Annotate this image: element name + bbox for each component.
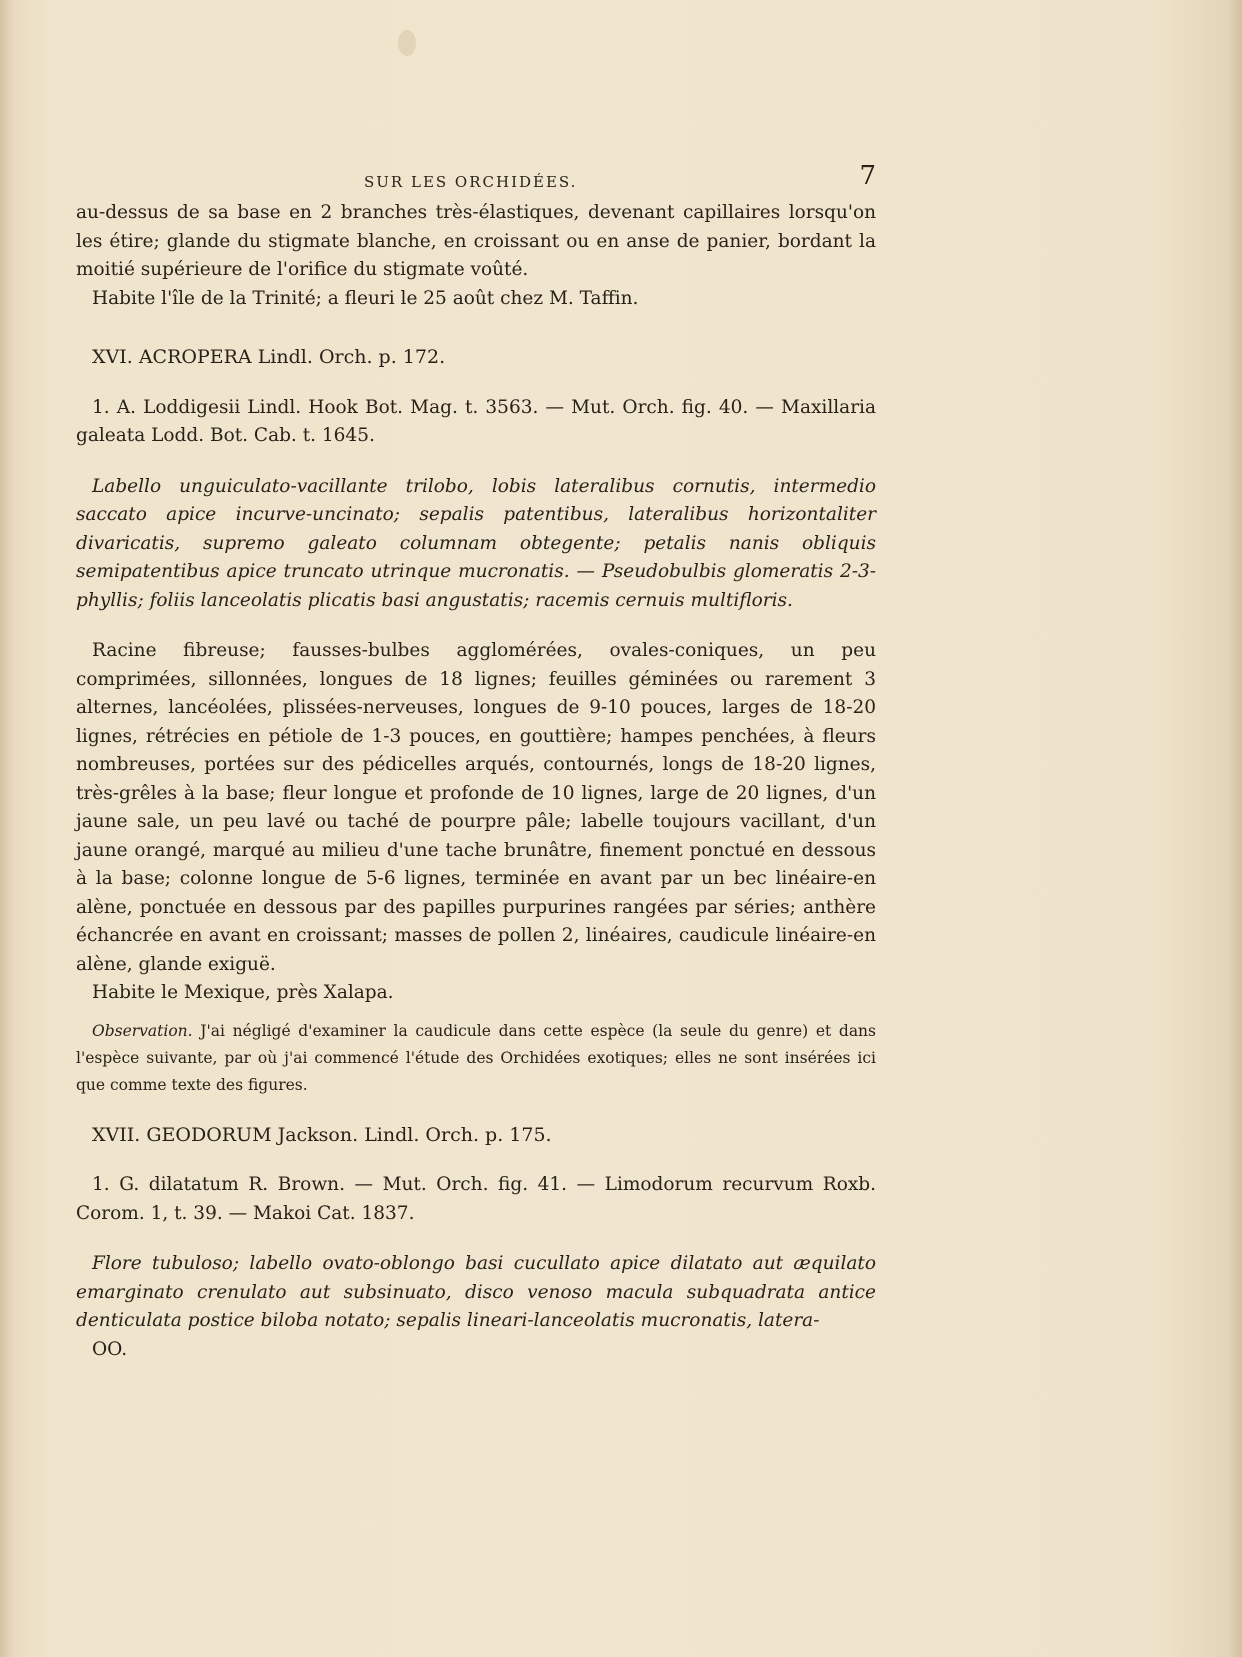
description-acropera: Racine fibreuse; fausses-bulbes agglomérées, ovales-coniques, un peu comprimées, sillonnées, longues de 18 lignes; feuilles géminées ou rarement 3 alternes, lancéolées, plissées-nerveuses, longues de 9-10 pouces, larges de 18-20 lignes, rétrécies en pétiole de 1-3 pouces, en gouttière; hampes penchées, à fleurs nombreuses, portées sur des pédicelles arqués, contournés, longs de 18-20 lignes, très-grêles à la base; fleur longue et profonde de 10 lignes, large de 20 lignes, d'un jaune sale, un peu lavé ou taché de pourpre pâle; labelle toujours vacillant, d'un jaune orangé, marqué au milieu d'une tache brunâtre, finement ponctué en dessous à la base; colonne longue de 5-6 lignes, terminée en avant par un bec linéaire-en alène, ponctuée en dessous par des papilles purpurines rangées par séries; anthère échancrée en avant en croissant; masses de pollen 2, linéaires, caudicule linéaire-en alène, glande exiguë. [76, 640, 876, 975]
page-edge-right [1228, 0, 1242, 1657]
text-block [76, 161, 876, 1364]
genus-heading-geodorum: XVII. GEODORUM Jackson. Lindl. Orch. p. 175. [92, 1123, 552, 1146]
observation-lead: Observation. [92, 1021, 193, 1040]
running-title: SUR LES ORCHIDÉES. [364, 173, 578, 191]
observation-text: J'ai négligé d'examiner la caudicule dans cette espèce (la seule du genre) et dans l'espèce suivante, par où j'ai commencé l'étude des Orchidées exotiques; elles ne sont insérées ici que comme texte des figures. [76, 1021, 876, 1094]
latin-diagnosis-geodorum: Flore tubuloso; labello ovato-oblongo basi cucullato apice dilatato aut æquilato emarginato crenulato aut subsinuato, disco venoso macula subquadrata antice denticulata postice biloba notato; sepalis lineari-lanceolatis mucronatis, latera- [76, 1253, 876, 1331]
paper-stain [398, 30, 416, 56]
species-entry-loddigesii: 1. A. Loddigesii Lindl. Hook Bot. Mag. t. 3563. — Mut. Orch. fig. 40. — Maxillaria galeata Lodd. Bot. Cab. t. 1645. [76, 396, 876, 446]
page-number: 7 [859, 161, 876, 191]
latin-diagnosis-acropera: Labello unguiculato-vacillante trilobo, lobis lateralibus cornutis, intermedio saccato apice incurve-uncinato; sepalis patentibus, lateralibus horizontaliter divaricatis, supremo galeato columnam obtegente; petalis nanis obliquis semipatentibus apice truncato utrinque mucronatis. — Pseudobulbis glomeratis 2-3-phyllis; foliis lanceolatis plicatis basi angustatis; racemis cernuis multifloris. [76, 475, 876, 611]
signature-mark: OO. [92, 1338, 128, 1360]
paragraph-continuation: au-dessus de sa base en 2 branches très-élastiques, devenant capillaires lorsqu'on les étire; glande du stigmate blanche, en croissant ou en anse de panier, bordant la moitié supérieure de l'orifice du stigmate voûté. [76, 202, 876, 280]
habitat-mexico: Habite le Mexique, près Xalapa. [92, 982, 394, 1003]
species-entry-dilatatum: 1. G. dilatatum R. Brown. — Mut. Orch. fig. 41. — Limodorum recurvum Roxb. Corom. 1, t. 39. — Makoi Cat. 1837. [76, 1174, 876, 1224]
habitat-trinidad: Habite l'île de la Trinité; a fleuri le 25 août chez M. Taffin. [92, 287, 639, 309]
genus-heading-acropera: XVI. ACROPERA Lindl. Orch. p. 172. [92, 346, 446, 368]
page-edge-left [0, 0, 14, 1657]
running-head [76, 161, 876, 199]
observation-note [76, 1018, 876, 1099]
